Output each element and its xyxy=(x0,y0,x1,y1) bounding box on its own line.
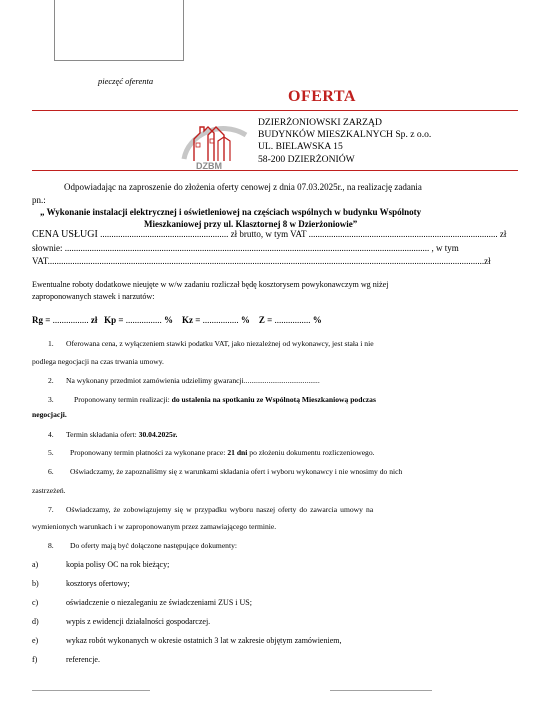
header-divider xyxy=(32,170,518,171)
doc-letter: e) xyxy=(32,636,39,645)
item-2: Na wykonany przedmiot zamówienia udzielimy gwarancji........................................ xyxy=(66,376,320,385)
item-number: 1. xyxy=(48,339,54,348)
signature-line: ................................................... xyxy=(330,684,432,693)
doc-item: wykaz robót wykonanych w okresie ostatnich 3 lat w zakresie objętym zamówieniem, xyxy=(66,636,342,645)
doc-item: oświadczenie o niezaleganiu ze świadczeniami ZUS i US; xyxy=(66,598,252,607)
document-title: OFERTA xyxy=(288,88,356,105)
item-6-line1: Oświadczamy, że zapoznaliśmy się z warunkami składania ofert i wyboru wykonawcy i nie wnosimy do nich xyxy=(70,467,403,476)
item-1-line1: Oferowana cena, z wyłączeniem stawki podatku VAT, jako niezależnej od wykonawcy, jest stała i nie xyxy=(66,339,374,348)
company-logo xyxy=(180,115,252,171)
item-number: 7. xyxy=(48,505,54,514)
task-title-line1: „ Wykonanie instalacji elektrycznej i oświetleniowej na częściach wspólnych w budynku Wspólnoty xyxy=(40,207,422,217)
extra-works-line2: zaproponowanych stawek i narzutów: xyxy=(32,292,155,301)
doc-item: referencje. xyxy=(66,655,100,664)
address-line: BUDYNKÓW MIESZKALNYCH Sp. z o.o. xyxy=(258,129,432,141)
rates-row: Rg = ................ zł Kp = ................ % Kz = ................ % Z = ................ % xyxy=(32,315,322,325)
doc-item: kosztorys ofertowy; xyxy=(66,579,130,588)
item-number: 5. xyxy=(48,448,54,457)
extra-works-line1: Ewentualne roboty dodatkowe nieujęte w w/w zadaniu rozliczał będę kosztorysem powykonawczym wg niżej xyxy=(32,280,389,289)
intro-line: Odpowiadając na zaproszenie do złożenia oferty cenowej z dnia 07.03.2025r., na realizację zadania xyxy=(64,182,422,192)
item-4: Termin składania ofert: 30.04.2025r. xyxy=(66,430,178,439)
item-3-line2: negocjacji. xyxy=(32,410,67,419)
doc-item: kopia polisy OC na rok bieżący; xyxy=(66,560,170,569)
signature-place-date: ........................................................... xyxy=(32,684,150,693)
item-7-line2: wymienionych warunkach i w zaproponowanym przez zamawiającego terminie. xyxy=(32,522,277,531)
item-8: Do oferty mają być dołączone następujące dokumenty: xyxy=(70,541,237,550)
item-3-line1: Proponowany termin realizacji: do ustalenia na spotkaniu ze Wspólnotą Mieszkaniową podczas xyxy=(74,395,376,404)
address-line: 58-200 DZIERŻONIÓW xyxy=(258,153,355,165)
item-number: 2. xyxy=(48,376,54,385)
stamp-label: pieczęć oferenta xyxy=(98,76,154,86)
title-divider xyxy=(32,110,518,111)
price-row-3: VAT..................................................................................................................................................................................................zł xyxy=(32,256,491,266)
price-row-1: CENA USŁUGI ......................................................... zł brutto, w tym VAT .................................................................................... zł xyxy=(32,229,507,240)
doc-letter: b) xyxy=(32,579,39,588)
doc-letter: d) xyxy=(32,617,39,626)
item-5: Proponowany termin płatności za wykonane prace: 21 dni po złożeniu dokumentu rozliczeniowego. xyxy=(70,448,375,457)
intro-line-pn: pn.: xyxy=(32,195,46,205)
item-number: 3. xyxy=(48,395,54,404)
item-7-line1: Oświadczamy, że zobowiązujemy się w przypadku wyboru naszej oferty do zawarcia umowy na xyxy=(66,505,374,514)
company-address xyxy=(258,117,431,166)
item-number: 8. xyxy=(48,541,54,550)
item-1-line2: podlega negocjacji na czas trwania umowy. xyxy=(32,357,164,366)
doc-letter: c) xyxy=(32,598,39,607)
item-6-line2: zastrzeżeń. xyxy=(32,486,66,495)
doc-item: wypis z ewidencji działalności gospodarczej. xyxy=(66,617,211,626)
task-title-line2: Mieszkaniowej przy ul. Klasztornej 8 w Dzierżoniowie” xyxy=(144,219,358,229)
stamp-box xyxy=(54,0,184,61)
logo-text: DZBM xyxy=(196,161,222,171)
price-row-2: słownie: .................................................................................................................................................................. , w tym xyxy=(32,243,459,253)
address-line: UL. BIELAWSKA 15 xyxy=(258,141,343,153)
doc-letter: a) xyxy=(32,560,39,569)
address-line: DZIERŻONIOWSKI ZARZĄD xyxy=(258,117,382,128)
doc-letter: f) xyxy=(32,655,38,664)
item-number: 4. xyxy=(48,430,54,439)
item-number: 6. xyxy=(48,467,54,476)
